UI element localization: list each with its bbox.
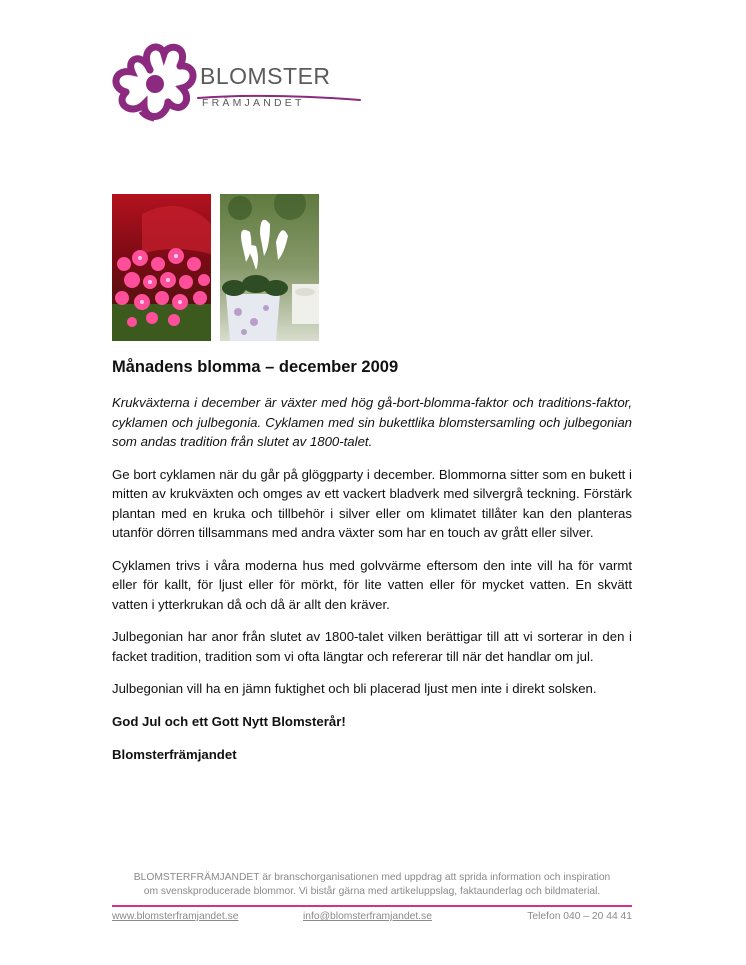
- logo-subtitle: FRÄMJANDET: [202, 97, 305, 109]
- footer-description: [112, 871, 632, 899]
- body-paragraph: Julbegonian vill ha en jämn fuktighet och bli placerad ljust men inte i direkt solsken.: [112, 681, 597, 696]
- phone-number: Telefon 040 – 20 44 41: [527, 911, 632, 922]
- footer-line-2: om svenskproducerade blommor. Vi bistår gärna med artikeluppslag, faktaunderlag och bildmaterial.: [143, 886, 601, 897]
- cyclamen-photo: [220, 194, 319, 341]
- article-body: [112, 393, 632, 779]
- greeting: God Jul och ett Gott Nytt Blomsterår!: [112, 713, 346, 729]
- page-title: Månadens blomma – december 2009: [112, 358, 399, 376]
- flower-logo-icon: [110, 38, 200, 124]
- begonia-photo: [112, 194, 211, 341]
- logo-wordmark: BLOMSTER: [200, 63, 331, 89]
- intro-paragraph: Krukväxterna i december är växter med hög gå-bort-blomma-faktor och traditions-faktor, cyklamen och julbegonia. Cyklamen med sin bukettlika blomstersamling och julbegonian som andas tradition från slutet av 1800-talet.: [112, 395, 632, 449]
- website-link[interactable]: www.blomsterframjandet.se: [112, 911, 239, 922]
- body-paragraph: Julbegonian har anor från slutet av 1800-talet vilken berättigar till att vi sorterar in den i facket tradition, tradition som vi ofta längtar och refererar till när det handlar om jul.: [112, 629, 632, 664]
- footer-line-1: BLOMSTERFRÄMJANDET är branschorganisationen med uppdrag att sprida information och inspiration: [133, 872, 611, 883]
- email-link[interactable]: info@blomsterframjandet.se: [303, 911, 432, 922]
- signature: Blomsterfrämjandet: [112, 747, 237, 762]
- brand-logo: [110, 38, 360, 124]
- footer-divider: [112, 905, 632, 907]
- body-paragraph: Cyklamen trivs i våra moderna hus med golvvärme eftersom den inte vill ha för varmt eller för kallt, för ljust eller för mörkt, för lite vatten eller för mycket vatten. En skvätt vatten i ytterkrukan då och då är allt den kräver.: [112, 557, 632, 612]
- body-paragraph: Ge bort cyklamen när du går på glöggparty i december. Blommorna sitter som en bukett i mitten av krukväxten och omges av ett vackert bladverk med silvergrå teckning. Förstärk plantan med en kruka och tillbehör i silver eller om klimatet tillåter kan den planteras utanför dörren tillsammans med andra växter som har en touch av grått eller silver.: [112, 466, 632, 540]
